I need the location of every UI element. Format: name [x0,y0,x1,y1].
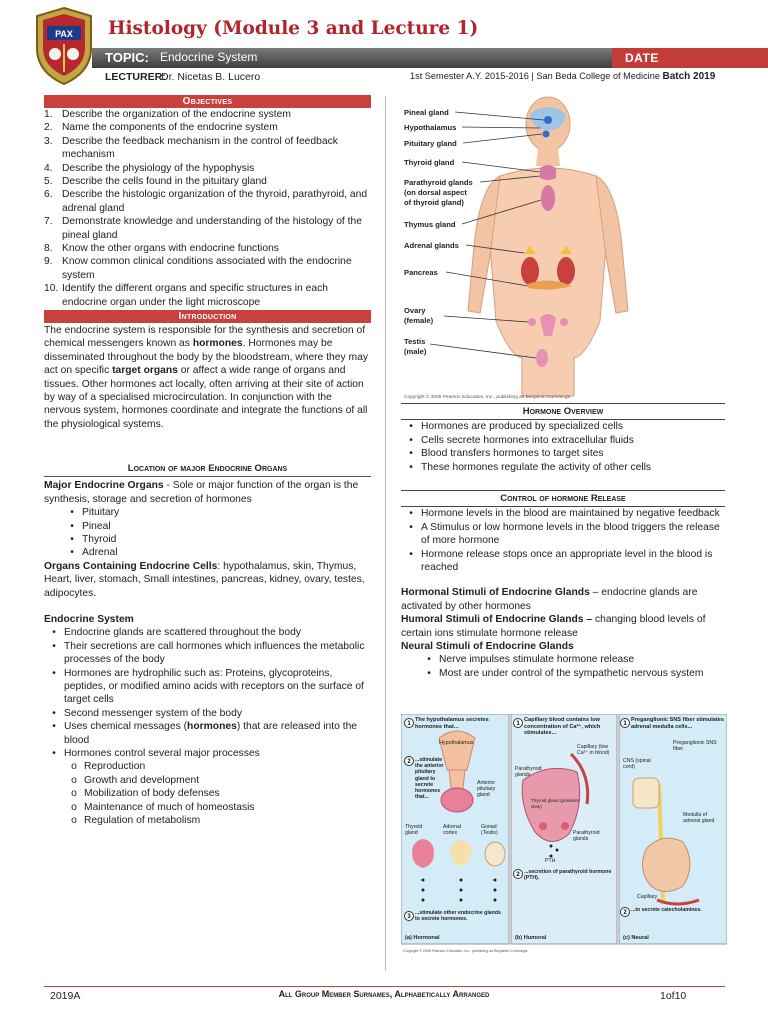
batch-label: Batch 2019 [662,71,716,82]
list-item: • Hormone levels in the blood are maintained by negative feedback [409,508,720,520]
page-number: 1of10 [660,990,687,1002]
label-thyroid-posterior: Thyroid gland (posterior view) [531,798,580,809]
list-item: • Hormones are hydrophilic such as: Proteins, glycoproteins, peptides, or modified amino acids with receptors on the surface of target cells [52,667,364,706]
list-item: o Growth and development [71,774,200,786]
label-testis: Testis [404,337,426,346]
introduction-paragraph: The endocrine system is responsible for the synthesis and secretion of chemical messengers known as hormones. Hormones may be disseminated throughout the body by the bloodstream, where they may act on specific target organs or affect a wide range of organs and tissues. Other hormones act locally, often arriving at their site of action by way of a specialised microcirculation. In conjunction with the nervous system, hormones coordinate and integrate the functions of all the physiological systems. [44,325,368,430]
introduction-section [44,310,371,431]
processes-list [44,760,371,827]
location-heading: Location of major Endocrine Organs [44,462,371,477]
list-item: • Uses chemical messages (hormones) that are released into the blood [52,721,358,746]
step-number: 1 [407,721,411,727]
list-item: • A Stimulus or low hormone levels in the blood triggers the release of more hormone [409,521,720,547]
label-pituitary-gland: Pituitary gland [404,139,457,148]
panel-b-title: Capillary blood contains low concentration of Ca²⁺, which stimulates... [524,717,601,737]
school-seal-logo [33,6,95,86]
endocrine-organs-figure [400,96,728,404]
major-organs-paragraph: Major Endocrine Organs - Sole or major function of the organ is the synthesis, storage and secretion of hormones [44,480,359,505]
hormone-overview-section [401,403,725,474]
list-item: • Thyroid [70,534,117,546]
objective-item: 6. Describe the histologic organization of the thyroid, parathyroid, and adrenal gland [44,189,368,214]
list-item: • Hormone release stops once an appropriate level in the blood is reached [409,548,713,574]
step-number: 2 [623,910,627,916]
caption-hormonal: (a) Hormonal [405,935,440,941]
step-number: 2 [407,759,411,765]
label-gonad: Gonad (Testis) [481,824,498,837]
pituitary-gland-shape [543,131,550,138]
label-ovary: Ovary [404,306,426,315]
list-item: • Cells secrete hormones into extracellular fluids [409,434,634,446]
list-item: • Hormones control several major processes [52,748,260,760]
control-release-section [401,490,725,680]
label-capillary-c: Capillary [637,894,658,900]
footer-rule [44,986,725,987]
label-testis-male: (male) [404,347,427,356]
footer-batch: 2019A [50,990,81,1002]
objective-item: 7. Demonstrate knowledge and understanding of the histology of the pineal gland [44,216,362,241]
label-parathyroid-b-2: Parathyroid glands [573,830,600,843]
objectives-heading: Objectives [44,95,371,108]
topic-label: TOPIC: [105,50,149,65]
endocrine-system-heading: Endocrine System [44,614,134,625]
neural-stimuli-list [401,653,725,680]
step-number: 3 [407,914,411,920]
label-thyroid-gland-a: Thyroid gland [405,824,423,837]
caption-humoral: (b) Humoral [515,935,547,941]
stimuli-figure [401,714,727,958]
label-stimulate-other: ...stimulate other endocrine glands to secrete hormones. [415,910,501,923]
list-item: • Hormones are produced by specialized cells [409,421,624,433]
label-pancreas: Pancreas [404,268,438,277]
label-parathyroid-note-1: (on dorsal aspect [404,188,467,197]
objective-item: 8. Know the other organs with endocrine functions [44,243,279,255]
list-item: • Nerve impulses stimulate hormone release [427,654,635,666]
list-item: • These hormones regulate the activity of other cells [409,461,652,473]
figure-credit: Copyright © 2006 Pearson Education, Inc., publishing as Benjamin Cummings. [403,949,529,953]
list-item: o Reproduction [71,761,146,773]
lecturer-label: LECTURER: [105,71,166,83]
list-item: • Second messenger system of the body [52,707,243,719]
label-adrenal-glands: Adrenal glands [404,241,459,250]
control-release-list [401,507,725,574]
figure-credit: Copyright © 2006 Pearson Education, Inc., publishing as Benjamin Cummings. [404,395,572,400]
panel-a-title: The hypothalamus secretes hormones that... [415,717,489,730]
hormone-overview-list [401,420,725,474]
label-parathyroid-note-2: of thyroid gland) [404,198,464,207]
label-hypothalamus: Hypothalamus [404,123,457,132]
list-item: • Pituitary [70,507,120,519]
label-ovary-female: (female) [404,316,434,325]
objective-item: 4. Describe the physiology of the hypophysis [44,162,255,174]
objectives-list [44,108,371,309]
objective-item: 5. Describe the cells found in the pituitary gland [44,176,267,188]
label-preganglionic-fiber: Preganglionic SNS fiber [673,740,717,753]
label-secretion-pth: ...secretion of parathyroid hormone (PTH). [524,869,612,882]
list-item: o Regulation of metabolism [71,815,201,827]
objectives-section [44,95,371,309]
list-item: o Mobilization of body defenses [71,788,220,800]
label-hypothalamus-a: Hypothalamus [439,740,474,746]
label-thyroid-gland: Thyroid gland [404,158,455,167]
hormonal-stimuli-paragraph: Hormonal Stimuli of Endocrine Glands – endocrine glands are activated by other hormones [401,587,698,612]
label-capillary-b: Capillary (low Ca²⁺ in blood) [577,744,610,757]
column-divider [385,96,386,971]
major-organs-list [44,506,371,560]
list-item: • Endocrine glands are scattered throughout the body [52,627,301,639]
thyroid-shape [540,165,556,180]
lecturer-name: Dr. Nicetas B. Lucero [161,71,261,83]
label-stimulate-anterior: ...stimulate the anterior pituitary gland to secrete hormones that... [415,757,444,801]
topic-value: Endocrine System [160,50,258,64]
list-item: • Pineal [70,520,111,532]
step-number: 1 [516,721,520,727]
label-adrenal-cortex: Adrenal cortex [443,824,461,837]
testis-shape [536,349,548,367]
list-item: o Maintenance of much of homeostasis [71,801,255,813]
humoral-stimuli-paragraph: Humoral Stimuli of Endocrine Glands – changing blood levels of certain ions stimulate hormone release [401,614,706,639]
adrenal-medulla-shape [642,838,690,891]
spinal-cord-shape [633,778,659,808]
label-pineal-gland: Pineal gland [404,108,449,117]
endocrine-system-list-2 [44,720,371,760]
label-cns: CNS (spinal cord) [623,758,651,771]
label-thymus-gland: Thymus gland [404,220,456,229]
endocrine-cells-paragraph: Organs Containing Endocrine Cells: hypothalamus, skin, Thymus, Heart, liver, stomach, Small intestines, pancreas, kidney, ovary, testes, adipocytes. [44,560,365,599]
footer-authors: All Group Member Surnames, Alphabetically Arranged [278,989,490,999]
objective-item: 3. Describe the feedback mechanism in the control of feedback mechanism [44,135,338,161]
right-kidney-shape [557,257,575,285]
label-adrenal-medulla: Medulla of adrenal gland [683,812,715,825]
svg-text:PAX: PAX [55,29,73,39]
panel-c-title: Preganglionic SNS fiber stimulates adrenal medulla cells... [631,717,724,730]
step-number: 1 [623,721,627,727]
control-release-heading: Control of hormone Release [401,490,725,507]
semester-info: 1st Semester A.Y. 2015-2016 | San Beda College of Medicine Batch 2019 [410,71,716,82]
label-catecholamines: ...to secrete catecholamines. [631,907,702,913]
objective-item: 9. Know common clinical conditions associated with the endocrine system [44,256,352,281]
objective-item: 1. Describe the organization of the endocrine system [44,109,291,120]
left-kidney-shape [521,257,539,285]
introduction-heading: Introduction [44,310,371,323]
list-item: • Adrenal [70,547,118,559]
list-item: • Their secretions are call hormones which influences the metabolic processes of the body [52,640,365,666]
label-pth: PTH [545,858,556,864]
neural-stimuli-heading: Neural Stimuli of Endocrine Glands [401,641,574,653]
location-section [44,462,371,600]
label-parathyroid-b: Parathyroid glands [515,766,542,779]
caption-neural: (c) Neural [623,935,649,941]
label-anterior-pituitary: Anterior pituitary gland [477,780,496,799]
endocrine-system-list [44,626,371,720]
label-parathyroid-glands: Parathyroid glands [404,178,473,187]
list-item: • Most are under control of the sympathetic nervous system [427,667,704,679]
list-item: • Blood transfers hormones to target sites [409,448,604,460]
document-title: Histology (Module 3 and Lecture 1) [108,18,479,39]
hormone-overview-heading: Hormone Overview [401,403,725,420]
endocrine-system-section [44,613,371,828]
objective-item: 2. Name the components of the endocrine system [44,122,278,134]
pineal-gland-shape [544,116,552,124]
date-label: DATE [625,51,659,65]
thymus-shape [541,185,555,211]
gonad-shape [485,842,505,866]
objective-item: 10. Identify the different organs and specific structures in each endocrine organ under the light microscope [44,283,328,308]
step-number: 2 [516,872,520,878]
